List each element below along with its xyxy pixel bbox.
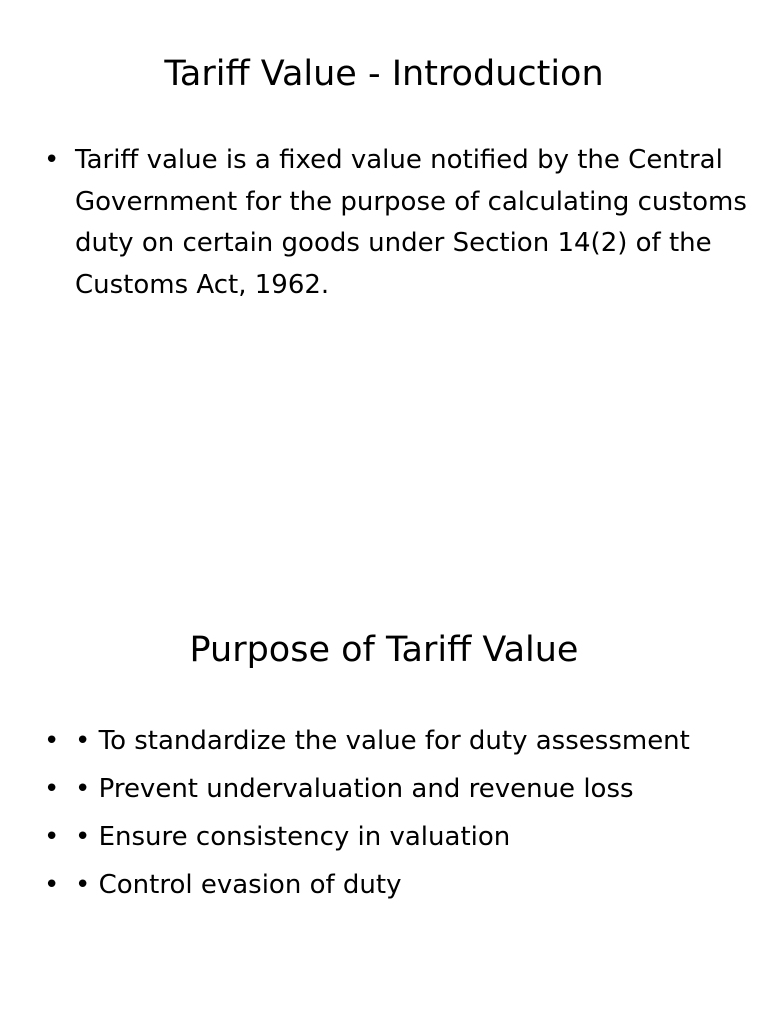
bullet-item: [0, 813, 768, 861]
bullet-text: • Control evasion of duty: [75, 870, 402, 900]
bullet-text: • Prevent undervaluation and revenue loss: [75, 774, 634, 804]
slide-title: Tariff Value - Introduction: [164, 54, 604, 94]
bullet-item: [0, 717, 768, 765]
bullet-dot-icon: •: [44, 870, 60, 900]
bullet-item: [0, 140, 768, 306]
bullet-item: [0, 861, 768, 909]
bullet-item: [0, 765, 768, 813]
bullet-list: [0, 140, 768, 306]
bullet-text: • To standardize the value for duty assessment: [75, 726, 690, 756]
bullet-text: • Ensure consistency in valuation: [75, 822, 511, 852]
slide-purpose: [0, 512, 768, 1024]
bullet-dot-icon: •: [44, 145, 60, 175]
bullet-dot-icon: •: [44, 774, 60, 804]
bullet-dot-icon: •: [44, 822, 60, 852]
bullet-dot-icon: •: [44, 726, 60, 756]
bullet-list: [0, 717, 768, 909]
bullet-text: Tariff value is a fixed value notified by the Central Government for the purpose of calculating customs duty on certain goods under Section 14(2) of the Customs Act, 1962.: [75, 145, 747, 300]
slide-title: Purpose of Tariff Value: [189, 630, 579, 670]
